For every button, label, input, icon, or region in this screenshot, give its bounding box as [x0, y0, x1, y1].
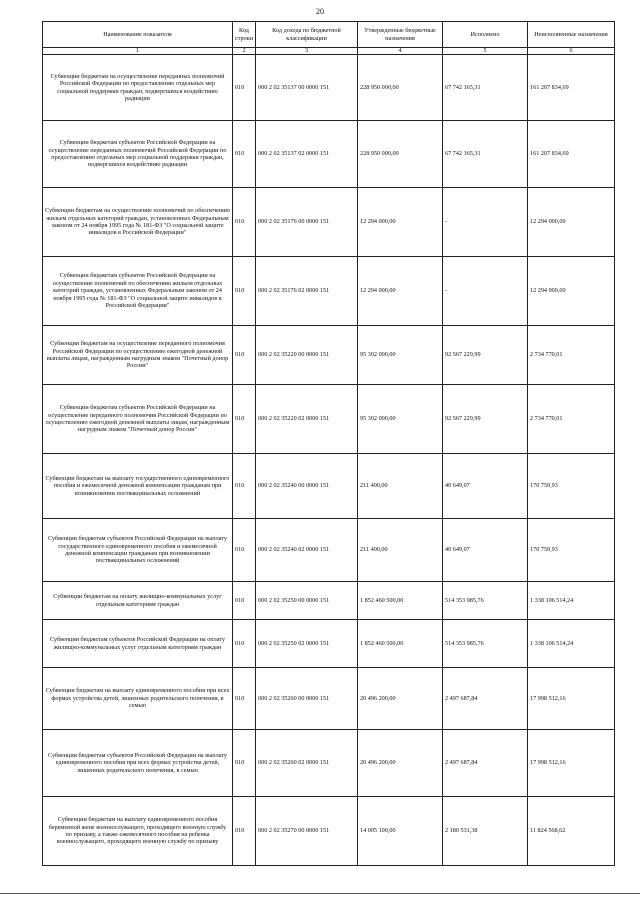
row-approved: 12 294 000,00: [358, 188, 443, 257]
row-unexecuted: 17 998 512,16: [528, 668, 615, 730]
table-row: [43, 730, 615, 797]
table-row: [43, 385, 615, 454]
header-row: [43, 22, 615, 48]
row-unexecuted: 1 338 106 514,24: [528, 582, 615, 620]
row-name: Субвенции бюджетам субъектов Российской Федерации на осуществление переданных полномочий Российской Федерации по предоставлению отдельных мер социальной поддержки граждан, подвергшихся воздействию радиации: [43, 121, 233, 188]
header-name: Наименование показателя: [43, 22, 233, 48]
row-unexecuted: 17 998 512,16: [528, 730, 615, 797]
row-executed: -: [443, 257, 528, 326]
row-name: Субвенции бюджетам на выплату государственного единовременного пособия и ежемесячной денежной компенсации гражданам при возникновении поствакцинальных осложнений: [43, 454, 233, 519]
row-kbk: 000 2 02 35260 00 0000 151: [256, 668, 358, 730]
row-code: 010: [233, 55, 256, 121]
row-unexecuted: 2 734 770,01: [528, 385, 615, 454]
row-unexecuted: 2 734 770,01: [528, 326, 615, 385]
table-row: [43, 668, 615, 730]
row-approved: 228 950 000,00: [358, 55, 443, 121]
row-kbk: 000 2 02 35260 02 0000 151: [256, 730, 358, 797]
row-name: Субвенции бюджетам субъектов Российской Федерации на осуществление полномочий по обеспечению жильем отдельных категорий граждан, установленных Федеральным законом от 24 ноября 1995 года № 181-ФЗ "О социальной защите инвалидов в Российской Федерации": [43, 257, 233, 326]
row-code: 010: [233, 582, 256, 620]
row-code: 010: [233, 257, 256, 326]
row-executed: -: [443, 188, 528, 257]
row-unexecuted: 170 750,93: [528, 519, 615, 582]
row-kbk: 000 2 02 35250 02 0000 151: [256, 620, 358, 668]
row-approved: 211 400,00: [358, 454, 443, 519]
header-approved: Утвержденные бюджетные назначения: [358, 22, 443, 48]
column-number: 3: [256, 48, 358, 55]
row-executed: 92 567 229,99: [443, 385, 528, 454]
row-name: Субвенции бюджетам на осуществление полномочий по обеспечению жильем отдельных категорий граждан, установленных Федеральным законом от 24 ноября 1995 года № 181-ФЗ "О социальной защите инвалидов в Российской Федерации": [43, 188, 233, 257]
row-unexecuted: 11 824 568,62: [528, 797, 615, 866]
table-row: [43, 454, 615, 519]
row-unexecuted: 12 294 000,00: [528, 257, 615, 326]
header-kbk: Код дохода по бюджетной классификации: [256, 22, 358, 48]
row-unexecuted: 12 294 000,00: [528, 188, 615, 257]
row-approved: 1 852 460 500,00: [358, 620, 443, 668]
row-executed: 2 497 687,84: [443, 730, 528, 797]
row-executed: 67 742 165,31: [443, 121, 528, 188]
row-name: Субвенции бюджетам субъектов Российской Федерации на выплату государственного единовременного пособия и ежемесячной денежной компенсации гражданам при возникновении поствакцинальных осложнений: [43, 519, 233, 582]
row-kbk: 000 2 02 35270 00 0000 151: [256, 797, 358, 866]
row-kbk: 000 2 02 35240 00 0000 151: [256, 454, 358, 519]
row-approved: 20 496 200,00: [358, 730, 443, 797]
row-kbk: 000 2 02 35137 02 0000 151: [256, 121, 358, 188]
row-kbk: 000 2 02 35240 02 0000 151: [256, 519, 358, 582]
row-approved: 211 400,00: [358, 519, 443, 582]
bottom-divider: [0, 893, 640, 894]
row-approved: 12 294 000,00: [358, 257, 443, 326]
row-kbk: 000 2 02 35250 00 0000 151: [256, 582, 358, 620]
row-code: 010: [233, 121, 256, 188]
row-kbk: 000 2 02 35220 00 0000 151: [256, 326, 358, 385]
row-name: Субвенции бюджетам субъектов Российской Федерации на осуществление переданного полномочия Российской Федерации по осуществлению ежегодной денежной выплаты лицам, награжденным нагрудным знаком "Почетный донор России": [43, 385, 233, 454]
row-code: 010: [233, 620, 256, 668]
row-approved: 14 005 100,00: [358, 797, 443, 866]
column-number: 2: [233, 48, 256, 55]
page-number: 20: [316, 7, 324, 16]
row-name: Субвенции бюджетам на выплату единовременного пособия при всех формах устройства детей, лишенных родительского попечения, в семью: [43, 668, 233, 730]
row-kbk: 000 2 02 35176 00 0000 151: [256, 188, 358, 257]
row-name: Субвенции бюджетам субъектов Российской Федерации на выплату единовременного пособия при всех формах устройства детей, лишенных родительского попечения, в семью: [43, 730, 233, 797]
row-approved: 1 852 460 500,00: [358, 582, 443, 620]
row-approved: 20 496 200,00: [358, 668, 443, 730]
row-code: 010: [233, 668, 256, 730]
table-row: [43, 797, 615, 866]
row-code: 010: [233, 454, 256, 519]
table-row: [43, 582, 615, 620]
table-row: [43, 326, 615, 385]
row-name: Субвенции бюджетам на осуществление переданного полномочия Российской Федерации по осуществлению ежегодной денежной выплаты лицам, награжденным нагрудным знаком "Почетный донор России": [43, 326, 233, 385]
table-row: [43, 519, 615, 582]
column-number: 6: [528, 48, 615, 55]
row-executed: 514 353 985,76: [443, 582, 528, 620]
row-kbk: 000 2 02 35137 00 0000 151: [256, 55, 358, 121]
row-unexecuted: 161 207 834,69: [528, 121, 615, 188]
row-kbk: 000 2 02 35176 02 0000 151: [256, 257, 358, 326]
header-executed: Исполнено: [443, 22, 528, 48]
table-row: [43, 620, 615, 668]
row-name: Субвенции бюджетам субъектов Российской Федерации на оплату жилищно-коммунальных услуг отдельным категориям граждан: [43, 620, 233, 668]
row-kbk: 000 2 02 35220 02 0000 151: [256, 385, 358, 454]
row-executed: 2 180 531,38: [443, 797, 528, 866]
row-code: 010: [233, 385, 256, 454]
row-unexecuted: 170 750,93: [528, 454, 615, 519]
row-code: 010: [233, 188, 256, 257]
row-executed: 514 353 985,76: [443, 620, 528, 668]
row-name: Субвенции бюджетам на оплату жилищно-коммунальных услуг отдельным категориям граждан: [43, 582, 233, 620]
row-code: 010: [233, 797, 256, 866]
column-number: 4: [358, 48, 443, 55]
header-code: Код строки: [233, 22, 256, 48]
column-number: 1: [43, 48, 233, 55]
row-executed: 92 567 229,99: [443, 326, 528, 385]
row-unexecuted: 1 338 106 514,24: [528, 620, 615, 668]
row-code: 010: [233, 519, 256, 582]
table-row: [43, 257, 615, 326]
row-approved: 95 302 000,00: [358, 326, 443, 385]
table-row: [43, 121, 615, 188]
row-executed: 40 649,07: [443, 454, 528, 519]
table-row: [43, 55, 615, 121]
row-executed: 67 742 165,31: [443, 55, 528, 121]
budget-execution-table: [42, 21, 615, 866]
row-executed: 40 649,07: [443, 519, 528, 582]
column-number-row: [43, 48, 615, 55]
row-approved: 95 302 000,00: [358, 385, 443, 454]
row-approved: 228 950 000,00: [358, 121, 443, 188]
row-name: Субвенции бюджетам на осуществление переданных полномочий Российской Федерации по предоставлению отдельных мер социальной поддержки граждан, подвергшихся воздействию радиации: [43, 55, 233, 121]
row-name: Субвенции бюджетам на выплату единовременного пособия беременной жене военнослужащего, проходящего военную службу по призыву, а также ежемесячного пособия на ребенка военнослужащего, проходящего военную службу по призыву: [43, 797, 233, 866]
column-number: 5: [443, 48, 528, 55]
table-row: [43, 188, 615, 257]
row-executed: 2 497 687,84: [443, 668, 528, 730]
header-unexecuted: Неисполненные назначения: [528, 22, 615, 48]
row-code: 010: [233, 730, 256, 797]
row-code: 010: [233, 326, 256, 385]
row-unexecuted: 161 207 834,69: [528, 55, 615, 121]
